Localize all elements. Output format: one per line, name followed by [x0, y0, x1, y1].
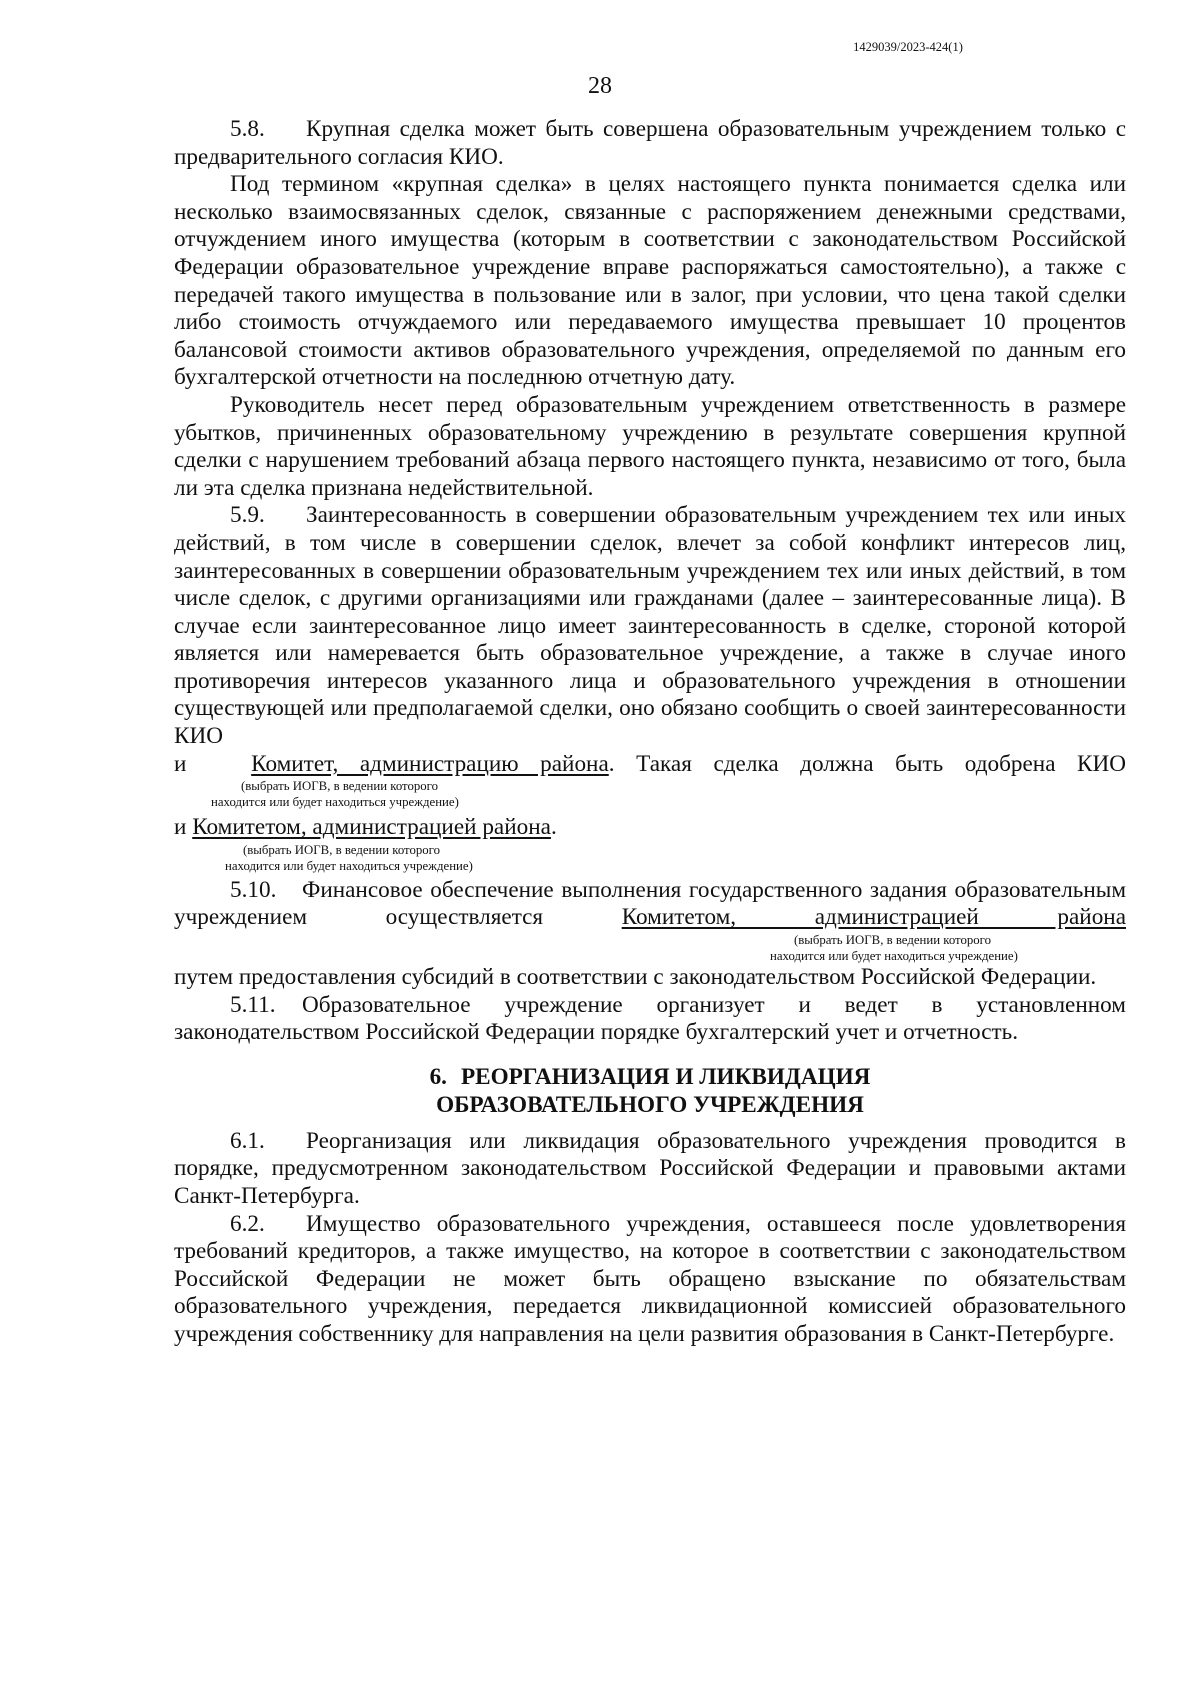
- paragraph-5-11: [174, 992, 1126, 1047]
- clause-text: Заинтересованность в совершении образовательным учреждением тех или иных действий, в том числе в совершении сделок, влечет за собой конфликт интересов лиц, заинтересованных в совершении образовательным учреждением тех или иных действий, в том числе сделок, с другими организациями или гражданами (далее – заинтересованные лица). В случае если заинтересованное лицо имеет заинтересованность в сделке, стороной которой является или намеревается быть образовательное учреждение, а также в случае иного противоречия интересов указанного лица и образовательного учреждения в отношении существующей или предполагаемой сделки, оно обязано сообщить о своей заинтересованности КИО: [174, 502, 1126, 750]
- paragraph-5-10-continuation: путем предоставления субсидий в соответствии с законодательством Российской Федерации.: [174, 964, 1097, 991]
- fill-hint: (выбрать ИОГВ, в ведении которого: [243, 842, 441, 857]
- clause-text: Имущество образовательного учреждения, оставшееся после удовлетворения требований кредиторов, а также имущество, на которое в соответствии с законодательством Российской Федерации не может быть обращено взыскание по обязательствам образовательного учреждения, передается ликвидационной комиссией образовательного учреждения собственнику для направления на цели развития образования в Санкт-Петербурге.: [174, 1210, 1126, 1347]
- section-heading-6: [174, 1063, 1126, 1120]
- paragraph-5-9: [174, 502, 1126, 750]
- clause-number: 6.2.: [230, 1210, 265, 1237]
- section-number: 6.: [429, 1063, 447, 1090]
- clause-text: Реорганизация или ликвидация образовательного учреждения проводится в порядке, предусмотренном законодательством Российской Федерации и правовыми актами Санкт-Петербурга.: [174, 1127, 1126, 1209]
- paragraph-5-9-approval-line: [174, 751, 1126, 779]
- fill-hint: находится или будет находиться учреждение): [770, 949, 1018, 964]
- clause-text: .: [550, 814, 557, 841]
- paragraph-5-8: [174, 116, 1126, 171]
- clause-text: Образовательное учреждение организует и ведет в установленном законодательством Российской Федерации порядке бухгалтерский учет и отчетность.: [174, 991, 1126, 1046]
- conjunction: и: [174, 750, 187, 777]
- clause-text: Крупная сделка может быть совершена образовательным учреждением только с предварительного согласия КИО.: [174, 116, 1126, 170]
- section-title-line-2: ОБРАЗОВАТЕЛЬНОГО УЧРЕЖДЕНИЯ: [436, 1092, 864, 1119]
- paragraph-6-1: [174, 1128, 1126, 1211]
- fill-hint: (выбрать ИОГВ, в ведении которого: [241, 779, 439, 794]
- section-title-line-1: 6. РЕОРГАНИЗАЦИЯ И ЛИКВИДАЦИЯ: [429, 1063, 871, 1090]
- fill-hint: находится или будет находиться учреждение): [211, 795, 459, 810]
- document-body: [174, 116, 1126, 1349]
- paragraph-5-8-definition: Под термином «крупная сделка» в целях настоящего пункта понимается сделка или несколько взаимосвязанных сделок, связанные с распоряжением денежными средствами, отчуждением иного имущества (которым в соответствии с законодательством Российской Федерации образовательное учреждение вправе распоряжаться самостоятельно), а также с передачей такого имущества в пользование или в залог, при условии, что цена такой сделки либо стоимость отчуждаемого или передаваемого имущества превышает 10 процентов балансовой стоимости активов образовательного учреждения, определяемой по данным его бухгалтерской отчетности на последнюю отчетную дату.: [174, 171, 1126, 391]
- paragraph-6-2: [174, 1211, 1126, 1349]
- clause-number: 5.9.: [230, 502, 265, 529]
- authority-fill-field: Комитетом, администрацией района: [192, 814, 551, 841]
- authority-fill-field: Комитет, администрацию района: [251, 750, 609, 777]
- paragraph-5-10: [174, 877, 1126, 932]
- clause-number: 5.8.: [230, 116, 265, 142]
- clause-number: 6.1.: [230, 1127, 265, 1154]
- paragraph-5-8-responsibility: Руководитель несет перед образовательным учреждением ответственность в размере убытков, причиненных образовательному учреждению в результате совершения крупной сделки с нарушением требований абзаца первого настоящего пункта, независимо от того, была ли эта сделка признана недействительной.: [174, 391, 1126, 501]
- fill-hint: находится или будет находиться учреждение): [225, 858, 473, 873]
- conjunction: и: [174, 814, 193, 841]
- fill-hint: (выбрать ИОГВ, в ведении которого: [794, 933, 992, 948]
- paragraph-5-9-committee-line: [174, 814, 1126, 842]
- clause-text: Финансовое обеспечение выполнения государственного задания образовательным учреждением осуществляется: [174, 876, 1126, 931]
- clause-number: 5.11.: [230, 991, 276, 1018]
- clause-text: . Такая сделка должна быть одобрена КИО: [608, 750, 1127, 777]
- page-number: 28: [588, 73, 612, 99]
- document-number: 1429039/2023-424(1): [853, 40, 963, 54]
- authority-fill-field: Комитетом, администрацией района: [621, 904, 1126, 931]
- clause-number: 5.10.: [230, 876, 277, 903]
